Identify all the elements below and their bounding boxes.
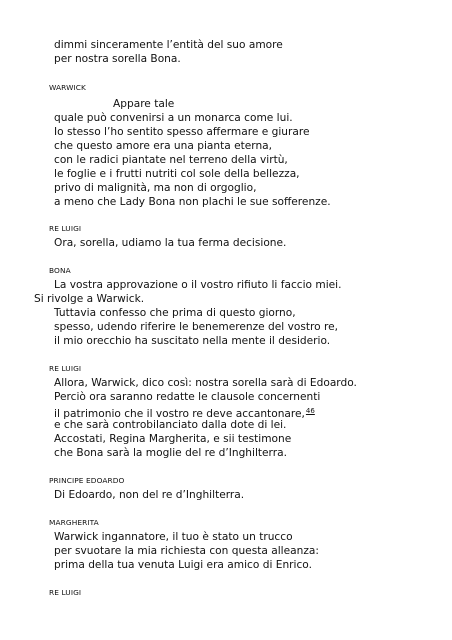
verse-line-text: il patrimonio che il vostro re deve accantonare, bbox=[54, 408, 305, 420]
verse-line: le foglie e i frutti nutriti col sole della bellezza, bbox=[54, 168, 300, 180]
speaker-name: RE LUIGI bbox=[49, 588, 82, 597]
verse-line: dimmi sinceramente l’entità del suo amore bbox=[54, 39, 283, 51]
verse-line: per svuotare la mia richiesta con questa alleanza: bbox=[54, 545, 319, 557]
verse-line: Warwick ingannatore, il tuo è stato un trucco bbox=[54, 531, 293, 543]
verse-line: che questo amore era una pianta eterna, bbox=[54, 140, 273, 152]
verse-line: con le radici piantate nel terreno della virtù, bbox=[54, 154, 288, 166]
verse-line: Accostati, Regina Margherita, e sii testimone bbox=[54, 433, 292, 445]
speaker-name: PRINCIPE EDOARDO bbox=[49, 476, 125, 485]
stage-direction: Si rivolge a Warwick. bbox=[34, 293, 145, 305]
verse-line: Perciò ora saranno redatte le clausole concernenti bbox=[54, 391, 321, 403]
verse-line: Di Edoardo, non del re d’Inghilterra. bbox=[54, 489, 245, 501]
verse-line: quale può convenirsi a un monarca come lui. bbox=[54, 112, 293, 124]
verse-line: Appare tale bbox=[113, 98, 175, 110]
verse-line: privo di malignità, ma non di orgoglio, bbox=[54, 182, 257, 194]
verse-line: a meno che Lady Bona non plachi le sue sofferenze. bbox=[54, 196, 331, 208]
verse-line: Allora, Warwick, dico così: nostra sorella sarà di Edoardo. bbox=[54, 377, 357, 389]
verse-line: il mio orecchio ha suscitato nella mente il desiderio. bbox=[54, 335, 331, 347]
speaker-name: BONA bbox=[49, 266, 71, 275]
speaker-name: MARGHERITA bbox=[49, 518, 99, 527]
verse-line: La vostra approvazione o il vostro rifiuto li faccio miei. bbox=[54, 279, 342, 291]
verse-line: per nostra sorella Bona. bbox=[54, 53, 181, 65]
speaker-name: WARWICK bbox=[49, 83, 86, 92]
verse-line: Tuttavia confesso che prima di questo giorno, bbox=[54, 307, 296, 319]
speaker-name: RE LUIGI bbox=[49, 224, 82, 233]
verse-line: e che sarà controbilanciato dalla dote di lei. bbox=[54, 419, 287, 431]
verse-line: che Bona sarà la moglie del re d’Inghilterra. bbox=[54, 447, 287, 459]
verse-line: prima della tua venuta Luigi era amico di Enrico. bbox=[54, 559, 312, 571]
verse-line: Io stesso l’ho sentito spesso affermare e giurare bbox=[54, 126, 310, 138]
speaker-name: RE LUIGI bbox=[49, 364, 82, 373]
footnote-reference[interactable]: 46 bbox=[305, 407, 315, 415]
verse-line: Ora, sorella, udiamo la tua ferma decisione. bbox=[54, 237, 287, 249]
verse-line: spesso, udendo riferire le benemerenze del vostro re, bbox=[54, 321, 339, 333]
